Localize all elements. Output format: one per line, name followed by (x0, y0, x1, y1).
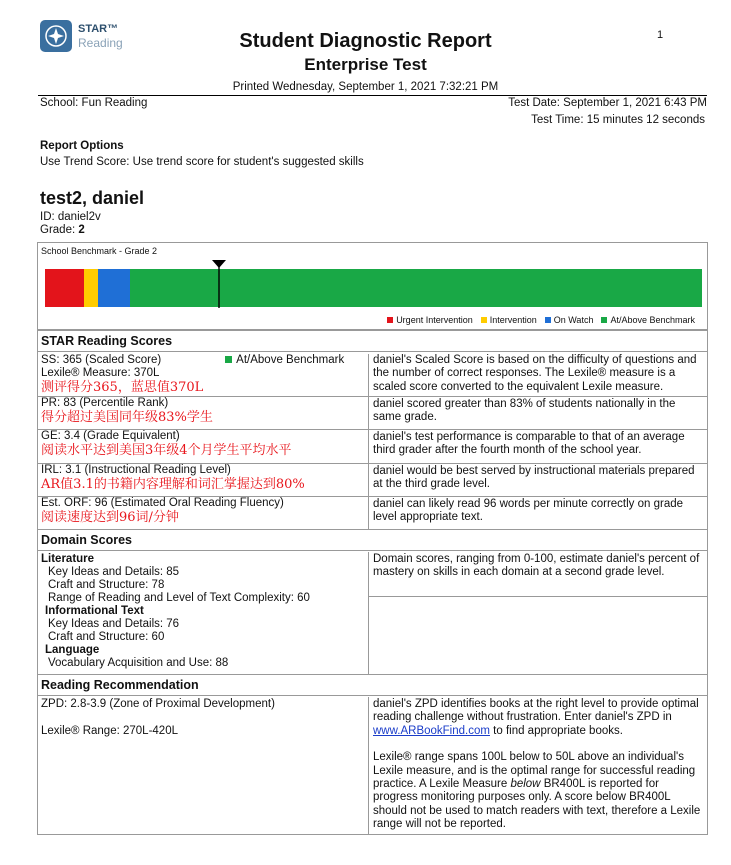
legend-swatch-urgent (387, 317, 393, 323)
ge-description: daniel's test performance is comparable to that of an average third grader after the fourth month of the school year. (373, 431, 685, 457)
grade-label: Grade: (40, 224, 76, 236)
student-score-marker (211, 260, 227, 312)
zpd-description (373, 698, 701, 738)
row-divider (369, 596, 707, 597)
benchmark-chart (37, 242, 708, 330)
irl-cell (38, 464, 369, 496)
lang-vocabulary: Vocabulary Acquisition and Use: 88 (48, 657, 229, 669)
arbookfind-link[interactable]: www.ARBookFind.com (373, 724, 490, 737)
scaled-score: SS: 365 (Scaled Score) (41, 354, 162, 366)
irl-annotation: AR值3.1的书籍内容理解和词汇掌握达到80% (41, 477, 305, 492)
ss-cell (38, 354, 369, 396)
grade-value: 2 (75, 224, 85, 236)
percentile-rank: PR: 83 (Percentile Rank) (41, 397, 169, 409)
test-time: Test Time: 15 minutes 12 seconds (531, 114, 705, 126)
legend-swatch-intervention (481, 317, 487, 323)
legend-benchmark: At/Above Benchmark (610, 315, 695, 325)
oral-reading-fluency: Est. ORF: 96 (Estimated Oral Reading Fluency) (41, 497, 284, 509)
benchmark-legend (379, 315, 695, 325)
info-craft-structure: Craft and Structure: 60 (48, 631, 165, 643)
student-grade (40, 224, 85, 236)
pr-annotation: 得分超过美国同年级83%学生 (41, 410, 213, 425)
informational-heading: Informational Text (45, 605, 144, 617)
urgent-intervention-segment (45, 269, 84, 307)
on-watch-segment (98, 269, 130, 307)
zpd-desc-text: daniel's ZPD identifies books at the right level to provide optimal reading challenge without frustration. Enter daniel's ZPD in (373, 698, 699, 724)
reading-recommendation-heading: Reading Recommendation (38, 674, 707, 696)
legend-on-watch: On Watch (553, 315, 594, 325)
student-id: ID: daniel2v (40, 211, 101, 223)
page-number: 1 (657, 29, 664, 41)
ge-cell (38, 430, 369, 463)
report-options-text: Use Trend Score: Use trend score for student's suggested skills (40, 156, 364, 168)
orf-description: daniel can likely read 96 words per minute correctly on grade level appropriate text. (373, 498, 684, 524)
irl-description: daniel would be best served by instructional materials prepared at the third grade level. (373, 465, 695, 491)
pr-description: daniel scored greater than 83% of students nationally in the same grade. (373, 398, 676, 424)
test-date: Test Date: September 1, 2021 6:43 PM (508, 97, 707, 109)
lexile-measure: Lexile® Measure: 370L (41, 367, 160, 379)
scores-table (37, 330, 708, 835)
report-title: Student Diagnostic Report (239, 30, 492, 52)
benchmark-status: At/Above Benchmark (236, 354, 345, 366)
logo-star-text: STAR™ (78, 23, 119, 35)
grade-equivalent: GE: 3.4 (Grade Equivalent) (41, 430, 180, 442)
benchmark-status-dot (225, 356, 232, 363)
legend-intervention: Intervention (489, 315, 537, 325)
lexile-desc-a: Lexile® range spans 100L below to 50L above an individual's Lexile measure, and is the optimal range for successful reading practice. A Lexile Measure (373, 751, 696, 791)
lexile-description (373, 751, 701, 831)
lit-range-reading: Range of Reading and Level of Text Complexity: 60 (48, 592, 310, 604)
report-subtitle: Enterprise Test (304, 55, 427, 74)
ss-annotation: 测评得分365，蓝思值370L (41, 380, 204, 395)
header-divider (38, 95, 707, 96)
legend-urgent: Urgent Intervention (396, 315, 473, 325)
star-scores-heading: STAR Reading Scores (38, 330, 707, 352)
lit-key-ideas: Key Ideas and Details: 85 (48, 566, 180, 578)
legend-swatch-on-watch (545, 317, 551, 323)
pr-cell (38, 397, 369, 429)
domain-description: Domain scores, ranging from 0-100, estimate daniel's percent of mastery on skills in each domain at a second grade level. (373, 553, 700, 579)
orf-cell (38, 497, 369, 529)
domain-scores-heading: Domain Scores (38, 529, 707, 551)
literature-heading: Literature (41, 553, 95, 565)
lexile-range: Lexile® Range: 270L-420L (41, 725, 178, 737)
orf-annotation: 阅读速度达到96词/分钟 (41, 510, 179, 525)
domain-cell (38, 552, 369, 677)
printed-date: Printed Wednesday, September 1, 2021 7:32:21 PM (232, 81, 499, 93)
logo-reading-text: Reading (78, 36, 123, 50)
report-options-title: Report Options (40, 140, 124, 152)
recommendation-cell (38, 697, 369, 835)
ss-description: daniel's Scaled Score is based on the difficulty of questions and the number of correct responses. The Lexile® measure is a scaled score converted to the equivalent Lexile measure. (373, 354, 697, 393)
lit-craft-structure: Craft and Structure: 78 (48, 579, 165, 591)
zpd-desc-end: to find appropriate books. (489, 724, 623, 737)
ge-annotation: 阅读水平达到美国3年级4个月学生平均水平 (41, 443, 292, 458)
intervention-segment (84, 269, 98, 307)
lexile-desc-em: below (510, 778, 541, 791)
zpd-range: ZPD: 2.8-3.9 (Zone of Proximal Development) (41, 698, 275, 710)
instructional-reading-level: IRL: 3.1 (Instructional Reading Level) (41, 464, 231, 476)
school-name: School: Fun Reading (40, 97, 148, 109)
language-heading: Language (45, 644, 100, 656)
legend-swatch-benchmark (601, 317, 607, 323)
info-key-ideas: Key Ideas and Details: 76 (48, 618, 180, 630)
student-name: test2, daniel (40, 188, 145, 208)
recommendation-description (369, 698, 707, 832)
lexile-desc-b: BR400L is reported for progress monitoring purposes only. A score below BR400L should not be used to match readers with text, therefore a Lexile range will not be reported. (373, 778, 701, 831)
benchmark-title: School Benchmark - Grade 2 (41, 246, 158, 256)
